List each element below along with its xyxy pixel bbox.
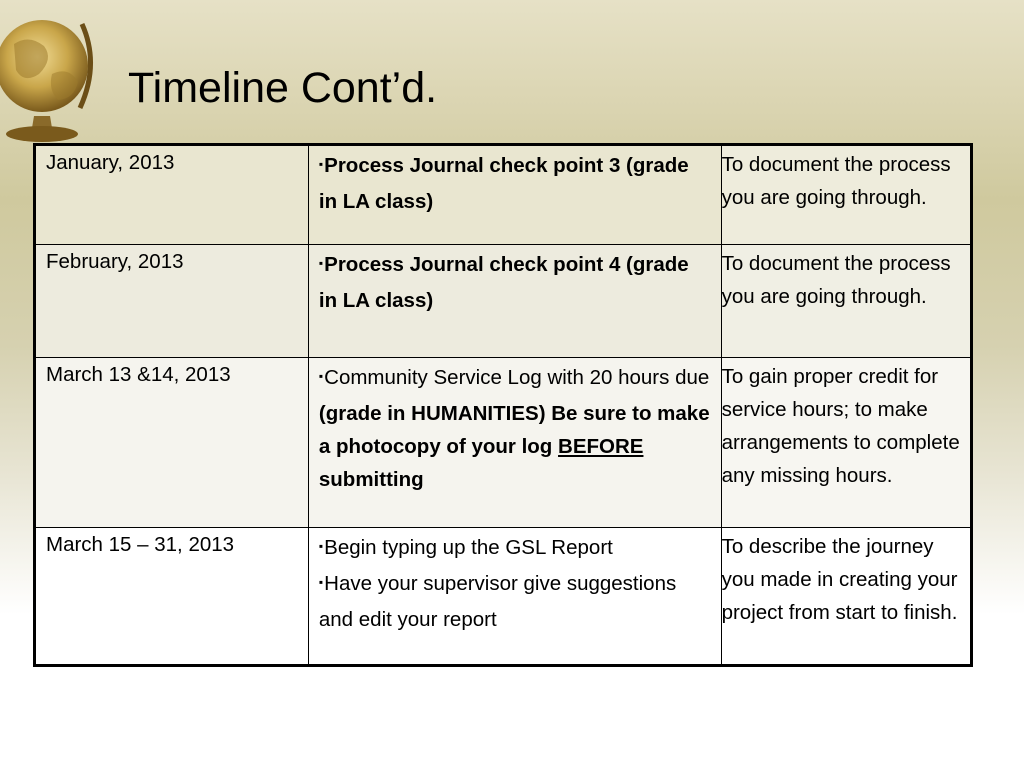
purpose-cell: To describe the journey you made in creating your project from start to finish.	[721, 528, 971, 666]
date-cell: February, 2013	[35, 245, 309, 358]
purpose-cell: To gain proper credit for service hours; to make arrangements to complete any missing hours.	[721, 358, 971, 528]
date-cell: March 15 – 31, 2013	[35, 528, 309, 666]
table-row	[35, 528, 972, 666]
bullet-icon: ▪	[318, 539, 324, 553]
slide-title: Timeline Cont’d.	[128, 64, 438, 112]
globe-icon	[0, 4, 102, 144]
task-item	[319, 531, 711, 567]
table-row	[35, 245, 972, 358]
bullet-icon: ▪	[318, 575, 324, 589]
purpose-cell: To document the process you are going through.	[721, 245, 971, 358]
timeline-table	[33, 143, 973, 667]
task-text: Process Journal check point 3 (grade in LA class)	[318, 154, 689, 213]
purpose-cell: To document the process you are going through.	[721, 145, 971, 245]
task-text: Begin typing up the GSL Report	[324, 536, 613, 559]
task-cell	[308, 245, 721, 358]
task-text: Process Journal check point 4 (grade in LA class)	[318, 253, 689, 312]
task-text: Have your supervisor give suggestions and edit your report	[318, 572, 677, 631]
date-cell: January, 2013	[35, 145, 309, 245]
task-emphasis-text: BEFORE	[558, 435, 644, 458]
task-cell	[308, 145, 721, 245]
bullet-icon: ▪	[318, 157, 324, 171]
task-text: Community Service Log with 20 hours due	[324, 366, 710, 389]
task-cell	[308, 528, 721, 666]
table-row	[35, 145, 972, 245]
date-cell: March 13 &14, 2013	[35, 358, 309, 528]
bullet-icon: ▪	[318, 256, 324, 270]
task-item	[319, 567, 711, 636]
table-row	[35, 358, 972, 528]
bullet-icon: ▪	[318, 369, 324, 383]
task-end-text: submitting	[318, 468, 424, 491]
task-cell	[308, 358, 721, 528]
task-grade-text: (grade in HUMANITIES)	[318, 402, 546, 425]
task-note-text: Be sure to make a photocopy of your log	[318, 402, 710, 458]
